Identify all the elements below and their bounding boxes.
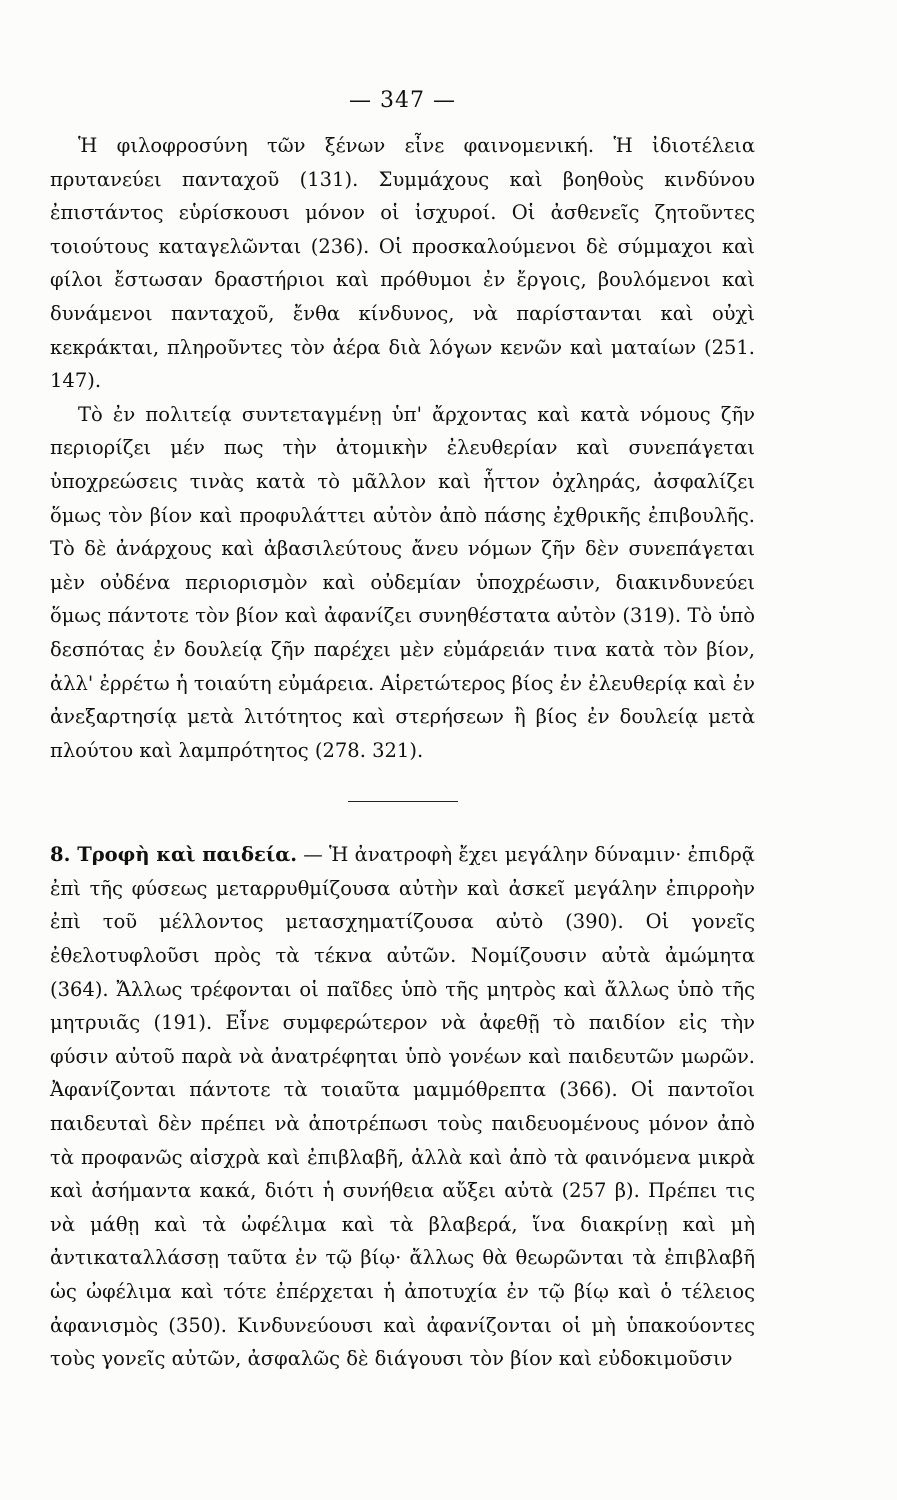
paragraph-2: [50, 398, 755, 768]
section-paragraph: [50, 838, 755, 1376]
paragraph-1: [50, 129, 755, 398]
page-number: — 347 —: [349, 88, 456, 113]
section-divider: [348, 801, 458, 802]
section-heading: 8. Τροφὴ καὶ παιδεία.: [50, 843, 298, 867]
paragraph-1-text: Ἡ φιλοφροσύνη τῶν ξένων εἶνε φαινομενική. Ἡ ἰδιοτέλεια πρυτανεύει πανταχοῦ (131). Συμμάχους καὶ βοηθοὺς κινδύνου ἐπιστάντος εὑρίσκουσι μόνον οἱ ἰσχυροί. Οἱ ἀσθενεῖς ζητοῦντες τοιούτους καταγελῶνται (236). Οἱ προσκαλούμενοι δὲ σύμμαχοι καὶ φίλοι ἔστωσαν δραστήριοι καὶ πρόθυμοι ἐν ἔργοις, βουλόμενοι καὶ δυνάμενοι πανταχοῦ, ἔνθα κίνδυνος, νὰ παρίστανται καὶ οὐχὶ κεκράκται, πληροῦντες τὸν ἀέρα διὰ λόγων κενῶν καὶ ματαίων (251. 147).: [50, 134, 755, 393]
section-text: — Ἡ ἀνατροφὴ ἔχει μεγάλην δύναμιν· ἐπιδρᾷ ἐπὶ τῆς φύσεως μεταρρυθμίζουσα αὐτὴν καὶ ἀσκεῖ μεγάλην ἐπιρροὴν ἐπὶ τοῦ μέλλοντος μετασχηματίζουσα αὐτὸ (390). Οἱ γονεῖς ἐθελοτυφλοῦσι πρὸς τὰ τέκνα αὐτῶν. Νομίζουσιν αὐτὰ ἀμώμητα (364). Ἄλλως τρέφονται οἱ παῖδες ὑπὸ τῆς μητρὸς καὶ ἄλλως ὑπὸ τῆς μητρυιᾶς (191). Εἶνε συμφερώτερον νὰ ἀφεθῇ τὸ παιδίον εἰς τὴν φύσιν αὐτοῦ παρὰ νὰ ἀνατρέφηται ὑπὸ γονέων καὶ παιδευτῶν μωρῶν. Ἀφανίζονται πάντοτε τὰ τοιαῦτα μαμμόθρεπτα (366). Οἱ παντοῖοι παιδευταὶ δὲν πρέπει νὰ ἀποτρέπωσι τοὺς παιδευομένους μόνον ἀπὸ τὰ προφανῶς αἰσχρὰ καὶ ἐπιβλαβῆ, ἀλλὰ καὶ ἀπὸ τὰ φαινόμενα μικρὰ καὶ ἀσήμαντα κακά, διότι ἡ συνήθεια αὔξει αὐτὰ (257 β). Πρέπει τις νὰ μάθῃ καὶ τὰ ὠφέλιμα καὶ τὰ βλαβερά, ἵνα διακρίνῃ καὶ μὴ ἀντικαταλλάσσῃ ταῦτα ἐν τῷ βίῳ· ἄλλως θὰ θεωρῶνται τὰ ἐπιβλαβῆ ὡς ὠφέλιμα καὶ τότε ἐπέρχεται ἡ ἀποτυχία ἐν τῷ βίῳ καὶ ὁ τέλειος ἀφανισμὸς (350). Κινδυνεύουσι καὶ ἀφανίζονται οἱ μὴ ὑπακούοντες τοὺς γονεῖς αὐτῶν, ἀσφαλῶς δὲ διάγουσι τὸν βίον καὶ εὐδοκιμοῦσιν: [50, 843, 755, 1371]
paragraph-2-text: Τὸ ἐν πολιτείᾳ συντεταγμένῃ ὑπ' ἄρχοντας καὶ κατὰ νόμους ζῆν περιορίζει μέν πως τὴν ἀτομικὴν ἐλευθερίαν καὶ συνεπάγεται ὑποχρεώσεις τινὰς κατὰ τὸ μᾶλλον καὶ ἧττον ὀχληράς, ἀσφαλίζει ὅμως τὸν βίον καὶ προφυλάττει αὐτὸν ἀπὸ πάσης ἐχθρικῆς ἐπιβουλῆς. Τὸ δὲ ἀνάρχους καὶ ἀβασιλεύτους ἄνευ νόμων ζῆν δὲν συνεπάγεται μὲν οὐδένα περιορισμὸν καὶ οὐδεμίαν ὑποχρέωσιν, διακινδυνεύει ὅμως πάντοτε τὸν βίον καὶ ἀφανίζει συνηθέστατα αὐτὸν (319). Τὸ ὑπὸ δεσπότας ἐν δουλείᾳ ζῆν παρέχει μὲν εὐμάρειάν τινα κατὰ τὸν βίον, ἀλλ' ἐρρέτω ἡ τοιαύτη εὐμάρεια. Αἱρετώτερος βίος ἐν ἐλευθερίᾳ καὶ ἐν ἀνεξαρτησίᾳ μετὰ λιτότητος καὶ στερήσεων ἢ βίος ἐν δουλείᾳ μετὰ πλούτου καὶ λαμπρότητος (278. 321).: [50, 402, 755, 762]
book-page: [50, 88, 755, 1376]
